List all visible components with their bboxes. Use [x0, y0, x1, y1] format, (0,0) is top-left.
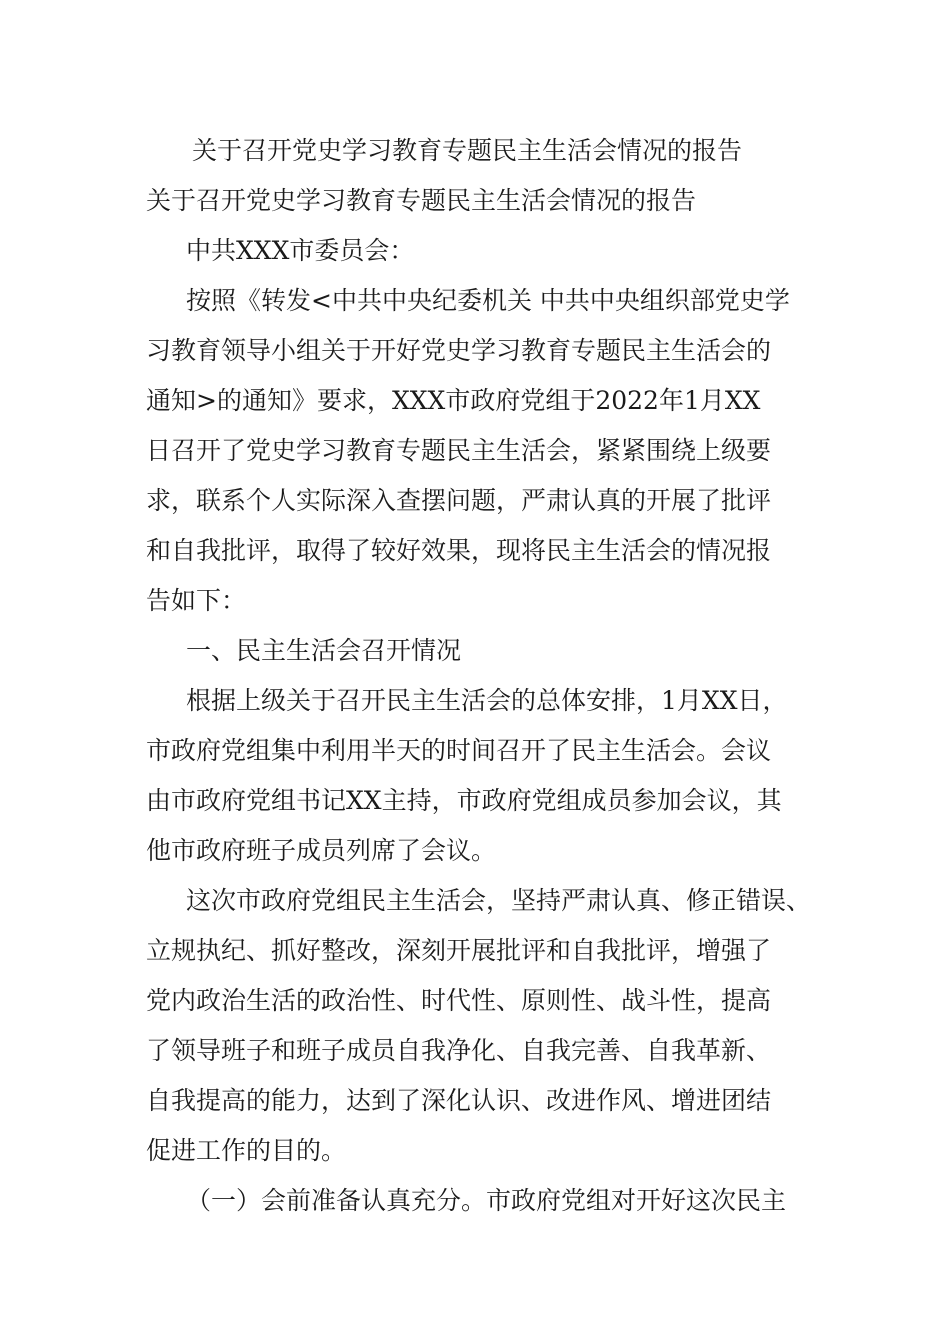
paragraph-line: 党内政治生活的政治性、时代性、原则性、战斗性，提高 — [146, 986, 772, 1015]
paragraph-line: 由市政府党组书记XX主持，市政府党组成员参加会议，其 — [146, 786, 782, 815]
subsection-line: （一）会前准备认真充分。市政府党组对开好这次民主 — [186, 1186, 787, 1215]
document-title: 关于召开党史学习教育专题民主生活会情况的报告 — [192, 136, 743, 165]
salutation: 中共XXX市委员会： — [186, 236, 415, 265]
paragraph-line: 习教育领导小组关于开好党史学习教育专题民主生活会的 — [146, 336, 772, 365]
paragraph-line: 求，联系个人实际深入查摆问题，严肃认真的开展了批评 — [146, 486, 772, 515]
paragraph-line: 自我提高的能力，达到了深化认识、改进作风、增进团结 — [146, 1086, 772, 1115]
paragraph-line: 这次市政府党组民主生活会，坚持严肃认真、修正错误、 — [186, 886, 812, 915]
section-heading: 一、民主生活会召开情况 — [186, 636, 462, 665]
paragraph-line: 了领导班子和班子成员自我净化、自我完善、自我革新、 — [146, 1036, 772, 1065]
document-subtitle: 关于召开党史学习教育专题民主生活会情况的报告 — [146, 186, 697, 215]
paragraph-line: 市政府党组集中利用半天的时间召开了民主生活会。会议 — [146, 736, 772, 765]
paragraph-line: 告如下： — [146, 586, 247, 615]
paragraph-line: 日召开了党史学习教育专题民主生活会，紧紧围绕上级要 — [146, 436, 772, 465]
paragraph-line: 促进工作的目的。 — [146, 1136, 347, 1165]
paragraph-line: 按照《转发<中共中央纪委机关 中共中央组织部党史学 — [186, 286, 790, 315]
paragraph-line: 和自我批评，取得了较好效果，现将民主生活会的情况报 — [146, 536, 772, 565]
paragraph-line: 通知>的通知》要求，XXX市政府党组于2022年1月XX — [146, 386, 761, 415]
paragraph-line: 他市政府班子成员列席了会议。 — [146, 836, 497, 865]
paragraph-line: 立规执纪、抓好整改，深刻开展批评和自我批评，增强了 — [146, 936, 772, 965]
paragraph-line: 根据上级关于召开民主生活会的总体安排，1月XX日， — [186, 686, 788, 715]
